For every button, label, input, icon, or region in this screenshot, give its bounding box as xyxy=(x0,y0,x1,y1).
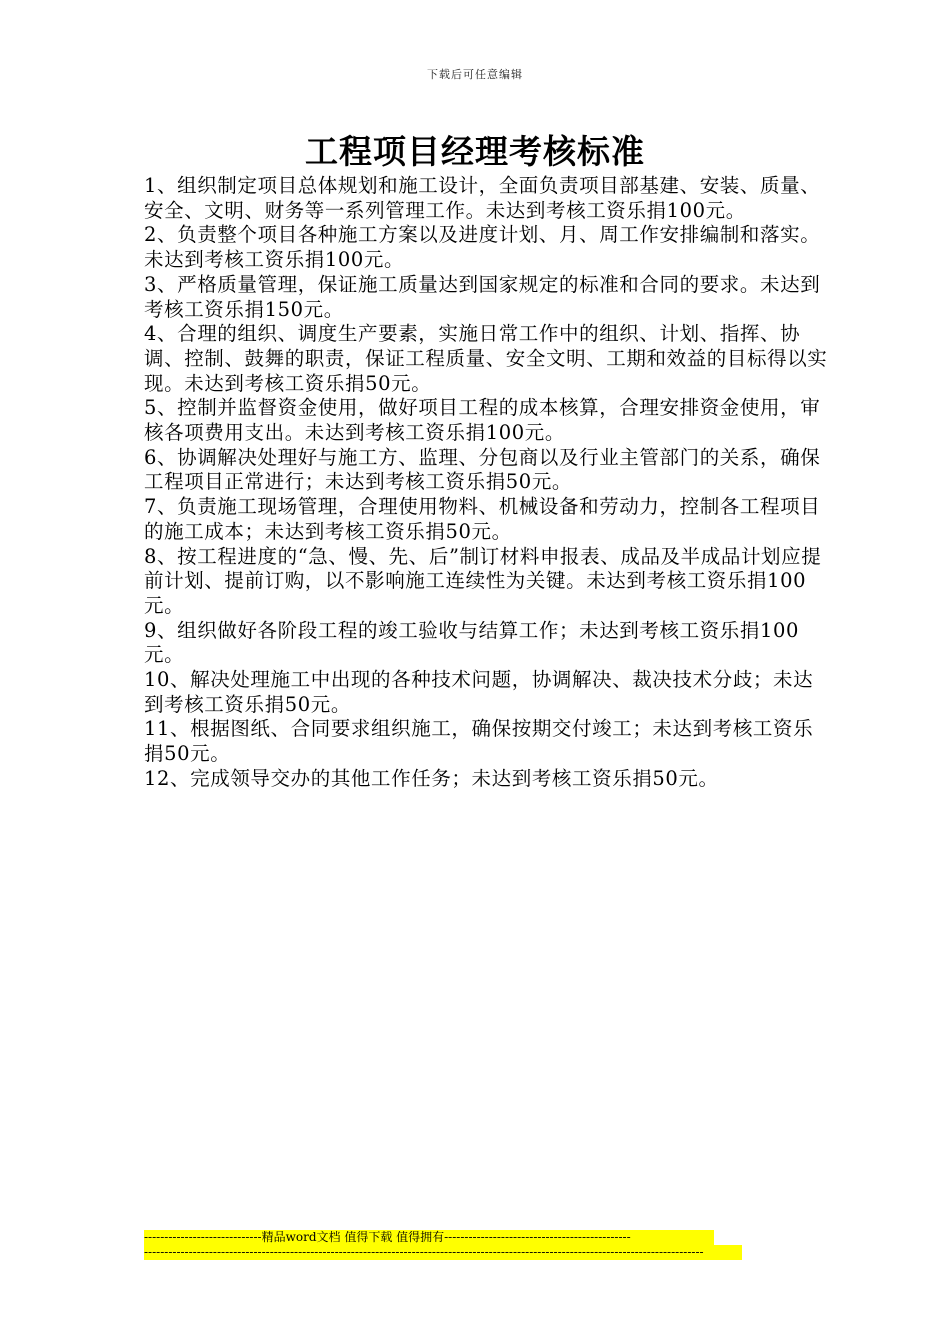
footer-line-1: -----------------------------精品word文档 值得下载 值得拥有---------------------------------------------- xyxy=(144,1230,714,1245)
criteria-item-8: 8、按工程进度的“急、慢、先、后”制订材料申报表、成品及半成品计划应提前计划、提前订购，以不影响施工连续性为关键。未达到考核工资乐捐100元。 xyxy=(144,544,822,617)
header-note: 下载后可任意编辑 xyxy=(427,68,523,81)
criteria-item-9: 9、组织做好各阶段工程的竣工验收与结算工作；未达到考核工资乐捐100元。 xyxy=(144,618,800,667)
criteria-item-4: 4、合理的组织、调度生产要素，实施日常工作中的组织、计划、指挥、协调、控制、鼓舞的职责，保证工程质量、安全文明、工期和效益的目标得以实现。未达到考核工资乐捐50元。 xyxy=(144,322,828,395)
document-title: 工程项目经理考核标准 xyxy=(305,132,645,171)
criteria-list xyxy=(144,174,828,792)
criteria-item-10: 10、解决处理施工中出现的各种技术问题，协调解决、裁决技术分歧；未达到考核工资乐捐50元。 xyxy=(144,668,814,716)
footer-banner xyxy=(144,1230,742,1260)
criteria-item-11: 11、根据图纸、合同要求组织施工，确保按期交付竣工；未达到考核工资乐捐50元。 xyxy=(144,717,814,766)
criteria-item-6: 6、协调解决处理好与施工方、监理、分包商以及行业主管部门的关系，确保工程项目正常进行；未达到考核工资乐捐50元。 xyxy=(144,445,821,494)
criteria-item-7: 7、负责施工现场管理，合理使用物料、机械设备和劳动力，控制各工程项目的施工成本；未达到考核工资乐捐50元。 xyxy=(144,495,821,543)
criteria-item-12: 12、完成领导交办的其他工作任务；未达到考核工资乐捐50元。 xyxy=(144,766,719,790)
criteria-item-2: 2、负责整个项目各种施工方案以及进度计划、月、周工作安排编制和落实。未达到考核工资乐捐100元。 xyxy=(144,223,821,272)
criteria-item-3: 3、严格质量管理，保证施工质量达到国家规定的标准和合同的要求。未达到考核工资乐捐150元。 xyxy=(144,272,821,321)
footer-line-2: ------------------------------------------------------------------------------------------------------------------------------------------ xyxy=(144,1245,742,1260)
criteria-item-1: 1、组织制定项目总体规划和施工设计，全面负责项目部基建、安装、质量、安全、文明、财务等一系列管理工作。未达到考核工资乐捐100元。 xyxy=(144,174,821,222)
criteria-item-5: 5、控制并监督资金使用，做好项目工程的成本核算，合理安排资金使用，审核各项费用支出。未达到考核工资乐捐100元。 xyxy=(144,396,821,445)
